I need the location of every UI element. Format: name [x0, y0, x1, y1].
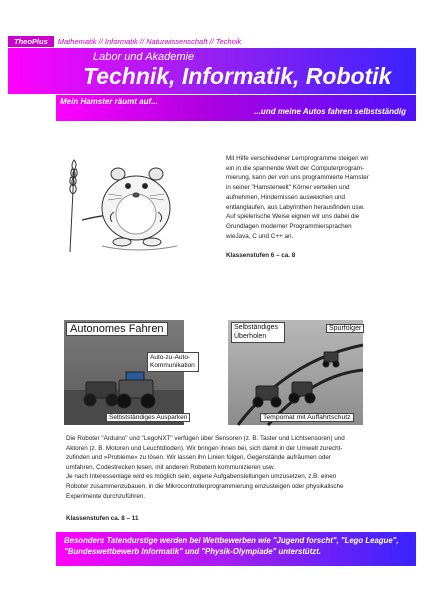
- text-line: Je nach Interessenlage wird es möglich sein, eigene Aufgabenstellungen umzusetzen, z.B. einen: [66, 473, 337, 481]
- text-line: Experimente durchzuführen.: [66, 492, 146, 500]
- tagline-band: [56, 95, 416, 121]
- hero-banner: [8, 48, 416, 94]
- top-line: [8, 36, 416, 47]
- text-line: ein in die spannende Welt der Computerprogram-: [226, 164, 365, 172]
- photo-robot-track: [228, 320, 363, 425]
- text-line: in seiner "Hamsterwelt" Körner verteilen und: [226, 184, 350, 192]
- text-line: Mit Hilfe verschiedener Lernprogramme steigen wir: [226, 155, 369, 162]
- photo-autonomous-driving: [64, 320, 195, 425]
- text-line: Roboter zusammenzubauen, in die Mikrocontrollerprogrammierung einzusteigen oder physikalische: [66, 482, 344, 490]
- label-car-to-car: Auto-zu-Auto-Kommunikation: [147, 352, 199, 372]
- hero-title: Technik, Informatik, Robotik: [83, 63, 392, 89]
- text-line: zufinden und »Probleme« zu lösen. Wir lassen ihn Linien folgen, Gegenstände aufräumen oder: [66, 454, 331, 462]
- grade-range-hamster: Klassenstufen 6 – ca. 8: [226, 252, 296, 259]
- brand-label: TheoPlus: [8, 36, 54, 47]
- label-parking: Selbstständiges Ausparken: [106, 413, 190, 422]
- text-line: Grundlagen moderner Programmiersprachen: [226, 222, 352, 230]
- tagline-hamster: Mein Hamster räumt auf...: [60, 97, 158, 106]
- tagline-cars: ...und meine Autos fahren selbstständig: [254, 107, 406, 116]
- label-line-follower: Spurfolger: [326, 324, 364, 333]
- text-line: wieJava, C und C++ an.: [226, 232, 294, 240]
- label-overtaking: Selbständiges Überholen: [231, 322, 285, 343]
- text-line: aufnehmen, Hindernissen ausweichen und: [226, 193, 346, 201]
- robot-description: [66, 434, 386, 501]
- text-line: Aktoren (z. B. Motoren und Leuchtdioden). Wir bringen ihnen bei, sich damit in der Umwelt zurecht-: [66, 444, 343, 452]
- grade-range-robots: Klassenstufen ca. 8 – 11: [66, 515, 139, 522]
- competitions-text: Besonders Tatendurstige werden bei Wettbewerben wie "Jugend forscht", "Lego League", "Bundeswettbewerb Informatik" und "Physik-Olympiade" unterstützt.: [64, 536, 399, 556]
- hamster-illustration: [62, 150, 192, 255]
- text-line: mierung, kann der von uns programmierte Hamster: [226, 174, 369, 182]
- text-line: Auf spielerische Weise eignen wir uns dabei die: [226, 213, 360, 221]
- text-line: entlanglaufen, aus Labyrinthen herausfinden usw.: [226, 203, 365, 211]
- label-cruise-control: Tempomat mit Auffahrtschutz: [260, 413, 354, 422]
- text-line: umfahren, Codestrecken lesen, mit anderen Robotern kommunizieren usw.: [66, 463, 275, 471]
- competitions-banner: [56, 532, 416, 566]
- text-line: Die Roboter "Arduino" und "LegoNXT" verfügen über Sensoren (z. B. Taster und Lichtsensoren) und: [66, 435, 345, 442]
- photo-title-autonomous: Autonomes Fahren: [66, 322, 168, 336]
- hamster-description: [226, 154, 396, 241]
- hero-subtitle: Labor und Akademie: [93, 51, 195, 63]
- subjects-line: Mathematik // Informatik // Naturwissenschaft // Technik: [57, 37, 242, 46]
